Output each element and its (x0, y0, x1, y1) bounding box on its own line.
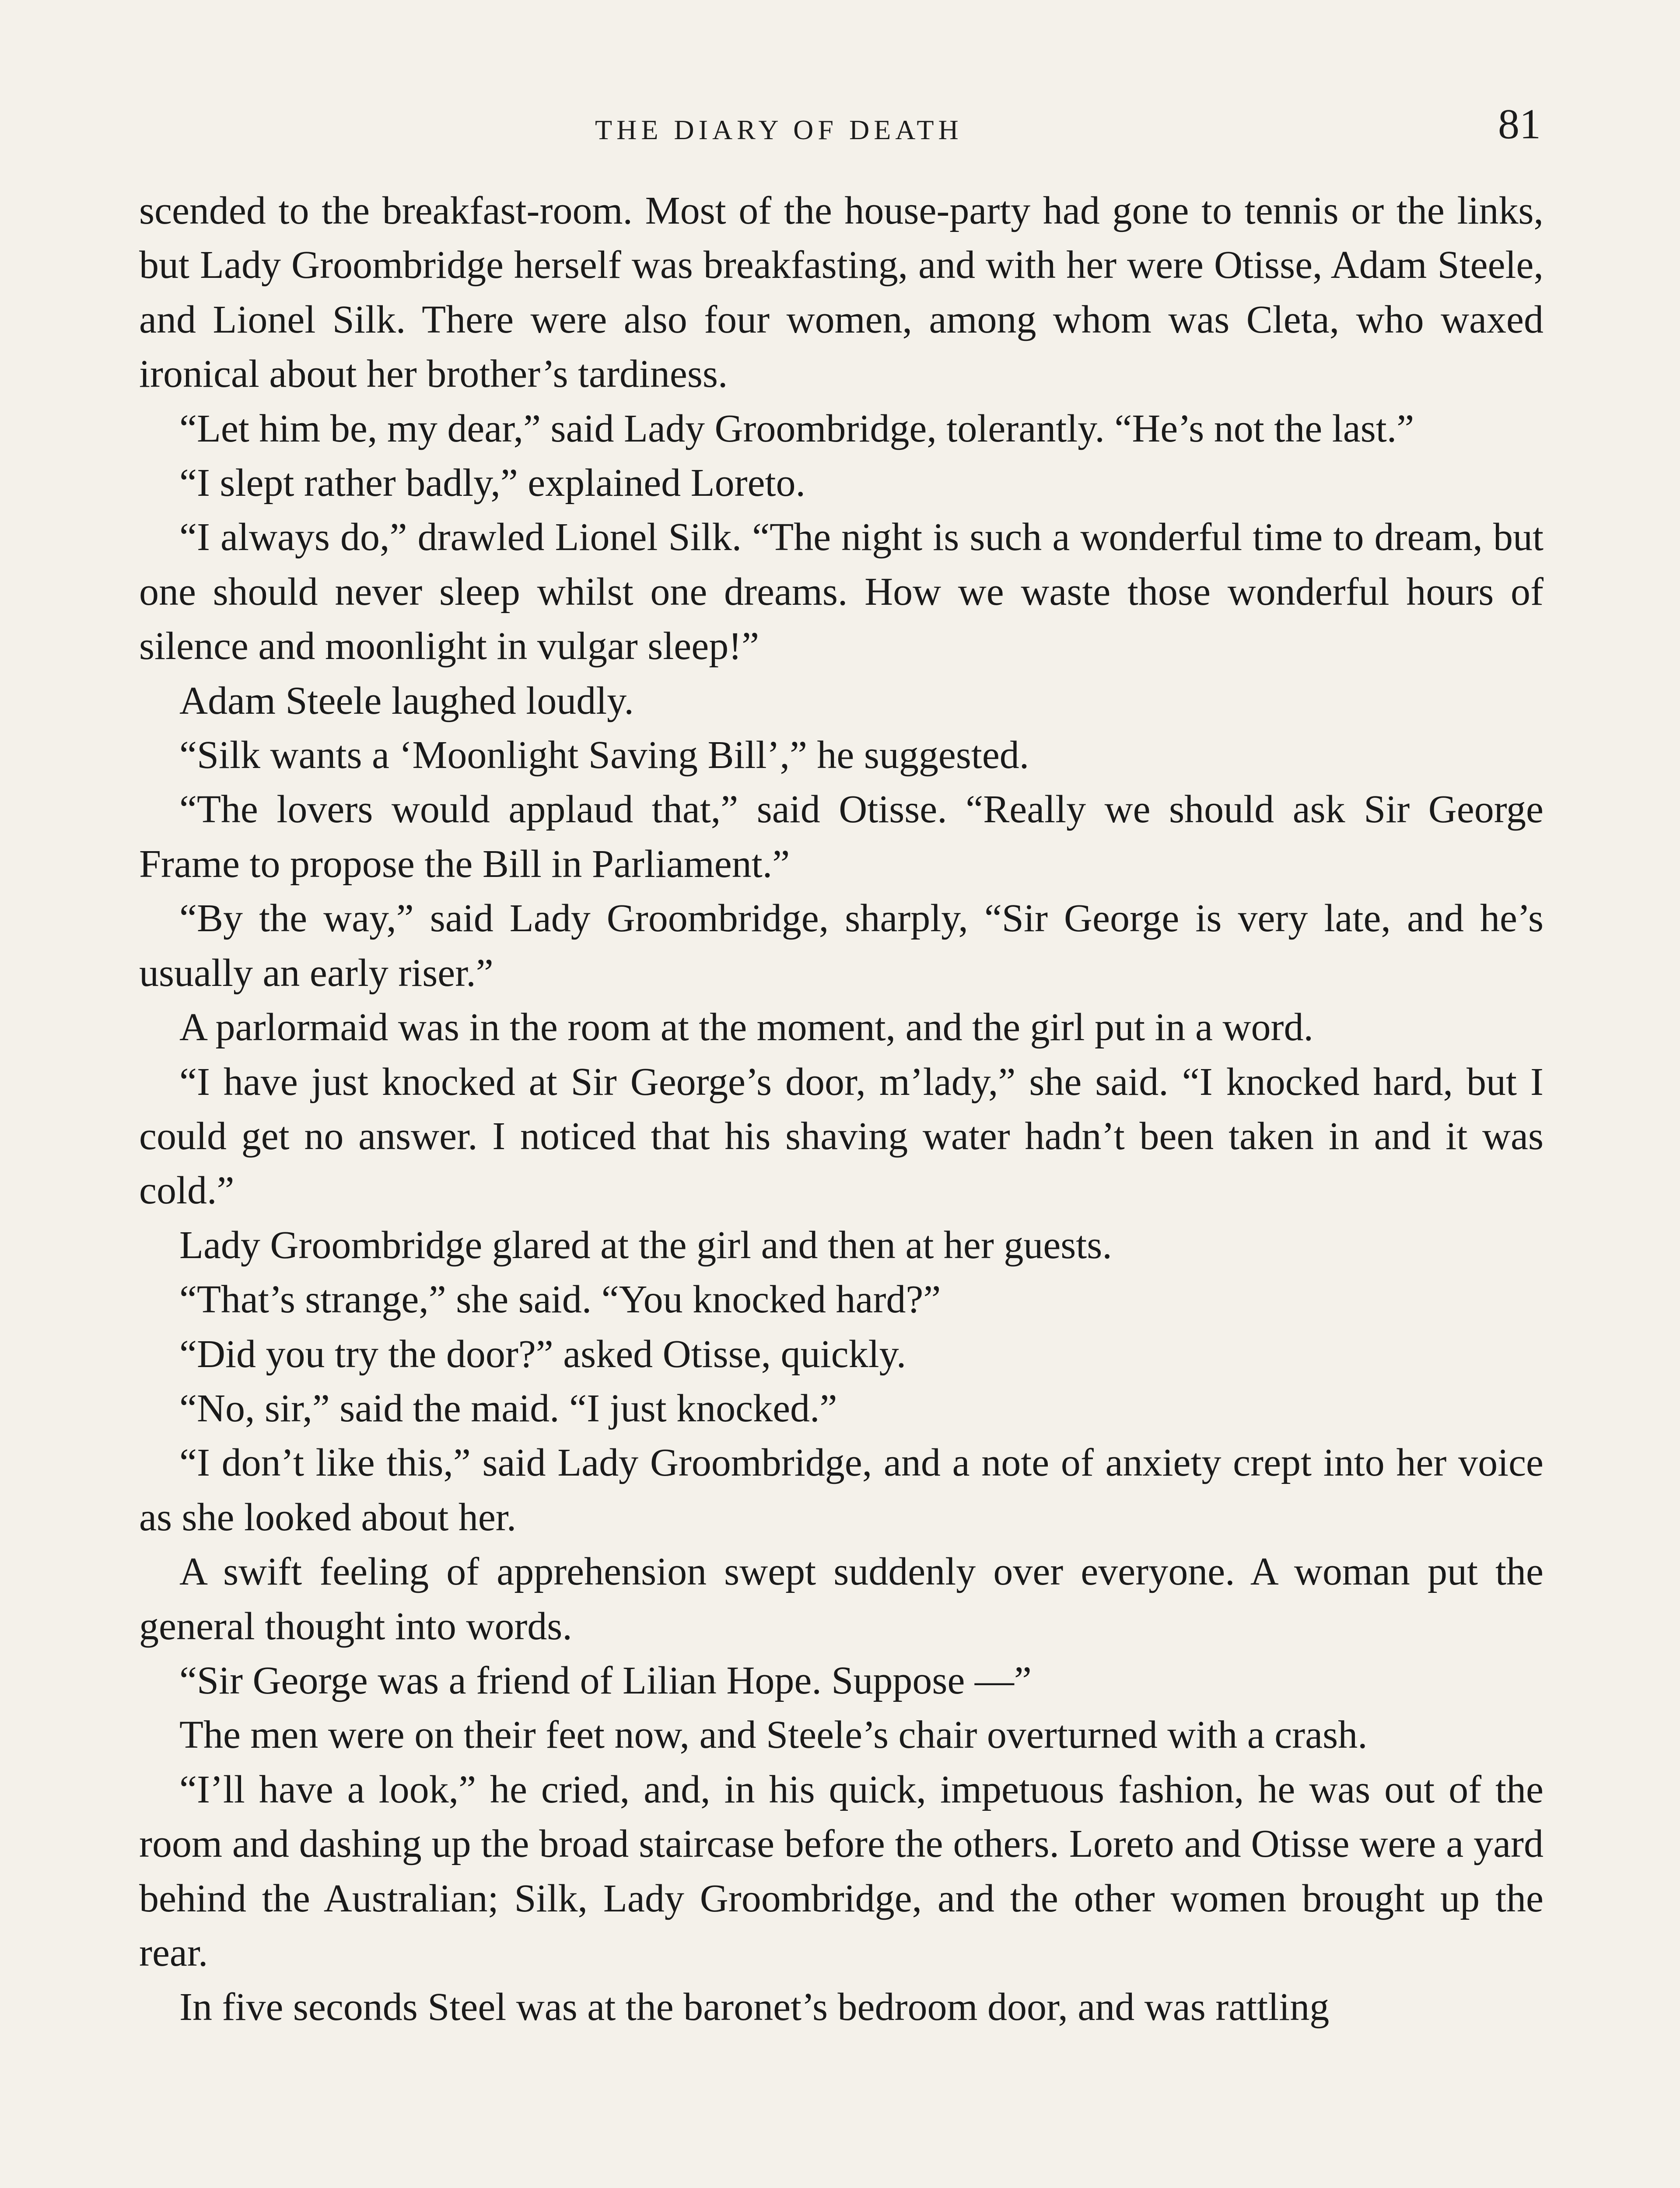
paragraph: “Let him be, my dear,” said Lady Groombridge, tolerantly. “He’s not the last.” (179, 407, 1414, 450)
paragraph: “No, sir,” said the maid. “I just knocked.” (179, 1386, 837, 1430)
paragraph: “Sir George was a friend of Lilian Hope. Suppose —” (179, 1659, 1032, 1702)
running-title: THE DIARY OF DEATH (595, 114, 963, 145)
paragraph: In five seconds Steel was at the baronet’s bedroom door, and was rattling (179, 1985, 1330, 2029)
paragraph: Lady Groombridge glared at the girl and then at her guests. (179, 1223, 1112, 1267)
paragraph: scended to the breakfast-room. Most of the house-party had gone to tennis or the links, but Lady Groombridge herself was breakfasting, and with her were Otisse, Adam Steele, and Lionel Silk. There were also four women, among whom was Cleta, who waxed ironical about her brother’s tardiness. (139, 189, 1544, 396)
paragraph: “Silk wants a ‘Moonlight Saving Bill’,” he suggested. (179, 733, 1029, 777)
paragraph: “By the way,” said Lady Groombridge, sharply, “Sir George is very late, and he’s usually an early riser.” (139, 897, 1544, 995)
paragraph: Adam Steele laughed loudly. (179, 679, 634, 722)
paragraph: “I always do,” drawled Lionel Silk. “The night is such a wonderful time to dream, but one should never sleep whilst one dreams. How we waste those wonderful hours of silence and moonlight in vulgar sleep!” (139, 515, 1544, 668)
page-number: 81 (1498, 101, 1541, 148)
body-text (139, 184, 1544, 2035)
paragraph: A swift feeling of apprehension swept suddenly over everyone. A woman put the general thought into words. (139, 1550, 1544, 1648)
paragraph: “Did you try the door?” asked Otisse, quickly. (179, 1332, 906, 1376)
paragraph: “The lovers would applaud that,” said Otisse. “Really we should ask Sir George Frame to propose the Bill in Parliament.” (139, 788, 1544, 886)
paragraph: “I have just knocked at Sir George’s door, m’lady,” she said. “I knocked hard, but I could get no answer. I noticed that his shaving water hadn’t been taken in and it was cold.” (139, 1060, 1544, 1213)
paragraph: A parlormaid was in the room at the moment, and the girl put in a word. (179, 1006, 1313, 1049)
paragraph: “I’ll have a look,” he cried, and, in his quick, impetuous fashion, he was out of the room and dashing up the broad staircase before the others. Loreto and Otisse were a yard behind the Australian; Silk, Lady Groombridge, and the other women brought up the rear. (139, 1767, 1544, 1974)
paragraph: The men were on their feet now, and Steele’s chair overturned with a crash. (179, 1713, 1368, 1757)
paragraph: “I don’t like this,” said Lady Groombridge, and a note of anxiety crept into her voice as she looked about her. (139, 1441, 1544, 1539)
paragraph: “I slept rather badly,” explained Loreto. (179, 461, 806, 505)
paragraph: “That’s strange,” she said. “You knocked hard?” (179, 1278, 941, 1322)
